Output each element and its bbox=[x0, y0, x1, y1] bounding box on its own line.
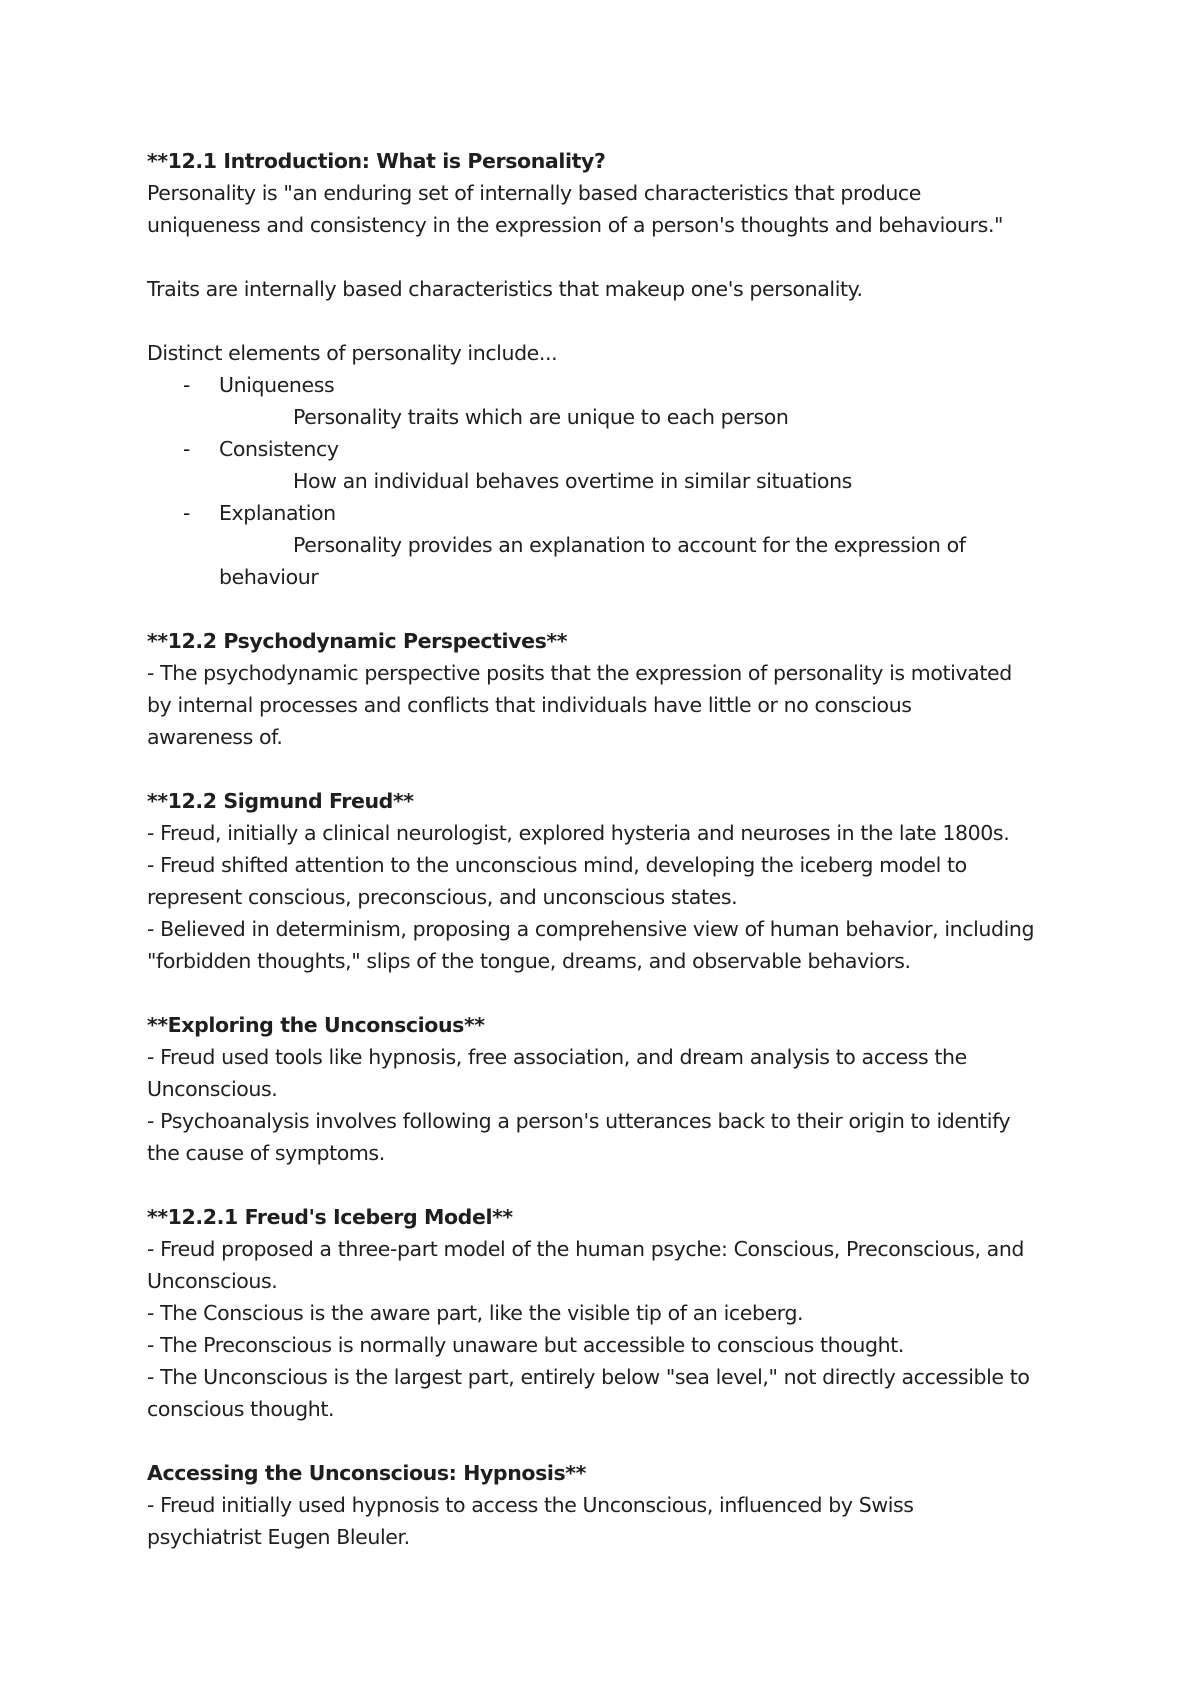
definition-line: Personality is "an enduring set of internally based characteristics that produce bbox=[147, 181, 922, 205]
elements-intro: Distinct elements of personality include... bbox=[147, 341, 558, 365]
body-line: represent conscious, preconscious, and unconscious states. bbox=[147, 885, 738, 909]
bullet-dash: - bbox=[183, 373, 190, 397]
heading-introduction: **12.1 Introduction: What is Personality? bbox=[147, 149, 606, 173]
element-description: Personality provides an explanation to account for the expression of bbox=[293, 533, 966, 557]
body-line: conscious thought. bbox=[147, 1397, 335, 1421]
body-line: by internal processes and conflicts that individuals have little or no conscious bbox=[147, 693, 912, 717]
body-line: the cause of symptoms. bbox=[147, 1141, 385, 1165]
element-term: Uniqueness bbox=[219, 373, 335, 397]
body-line: - Freud shifted attention to the unconscious mind, developing the iceberg model to bbox=[147, 853, 967, 877]
body-line: "forbidden thoughts," slips of the tongue, dreams, and observable behaviors. bbox=[147, 949, 911, 973]
body-line: - Believed in determinism, proposing a comprehensive view of human behavior, including bbox=[147, 917, 1035, 941]
document-body bbox=[147, 145, 1077, 1553]
bullet-dash: - bbox=[183, 501, 190, 525]
list-item bbox=[147, 497, 1077, 529]
list-item bbox=[147, 369, 1077, 401]
body-line: - The psychodynamic perspective posits that the expression of personality is motivated bbox=[147, 661, 1012, 685]
body-line: psychiatrist Eugen Bleuler. bbox=[147, 1525, 410, 1549]
heading-psychodynamic: **12.2 Psychodynamic Perspectives** bbox=[147, 629, 568, 653]
element-term: Explanation bbox=[219, 501, 336, 525]
body-line: - The Conscious is the aware part, like the visible tip of an iceberg. bbox=[147, 1301, 804, 1325]
heading-hypnosis: Accessing the Unconscious: Hypnosis** bbox=[147, 1461, 586, 1485]
heading-iceberg-model: **12.2.1 Freud's Iceberg Model** bbox=[147, 1205, 513, 1229]
body-line: Unconscious. bbox=[147, 1077, 278, 1101]
body-line: - Freud proposed a three-part model of the human psyche: Conscious, Preconscious, and bbox=[147, 1237, 1025, 1261]
definition-line: uniqueness and consistency in the expression of a person's thoughts and behaviours." bbox=[147, 213, 1004, 237]
body-line: - The Preconscious is normally unaware but accessible to conscious thought. bbox=[147, 1333, 904, 1357]
body-line: - Psychoanalysis involves following a person's utterances back to their origin to identify bbox=[147, 1109, 1011, 1133]
element-term: Consistency bbox=[219, 437, 339, 461]
body-line: - Freud used tools like hypnosis, free association, and dream analysis to access the bbox=[147, 1045, 967, 1069]
heading-sigmund-freud: **12.2 Sigmund Freud** bbox=[147, 789, 414, 813]
traits-line: Traits are internally based characteristics that makeup one's personality. bbox=[147, 277, 863, 301]
body-line: - Freud initially used hypnosis to access the Unconscious, influenced by Swiss bbox=[147, 1493, 914, 1517]
list-item bbox=[147, 433, 1077, 465]
body-line: - Freud, initially a clinical neurologist, explored hysteria and neuroses in the late 1800s. bbox=[147, 821, 1010, 845]
element-description-continued: behaviour bbox=[219, 565, 319, 589]
body-line: awareness of. bbox=[147, 725, 283, 749]
element-description: Personality traits which are unique to each person bbox=[293, 405, 789, 429]
body-line: - The Unconscious is the largest part, entirely below "sea level," not directly accessible to bbox=[147, 1365, 1030, 1389]
body-line: Unconscious. bbox=[147, 1269, 278, 1293]
heading-exploring-unconscious: **Exploring the Unconscious** bbox=[147, 1013, 485, 1037]
bullet-dash: - bbox=[183, 437, 190, 461]
element-description: How an individual behaves overtime in similar situations bbox=[293, 469, 852, 493]
